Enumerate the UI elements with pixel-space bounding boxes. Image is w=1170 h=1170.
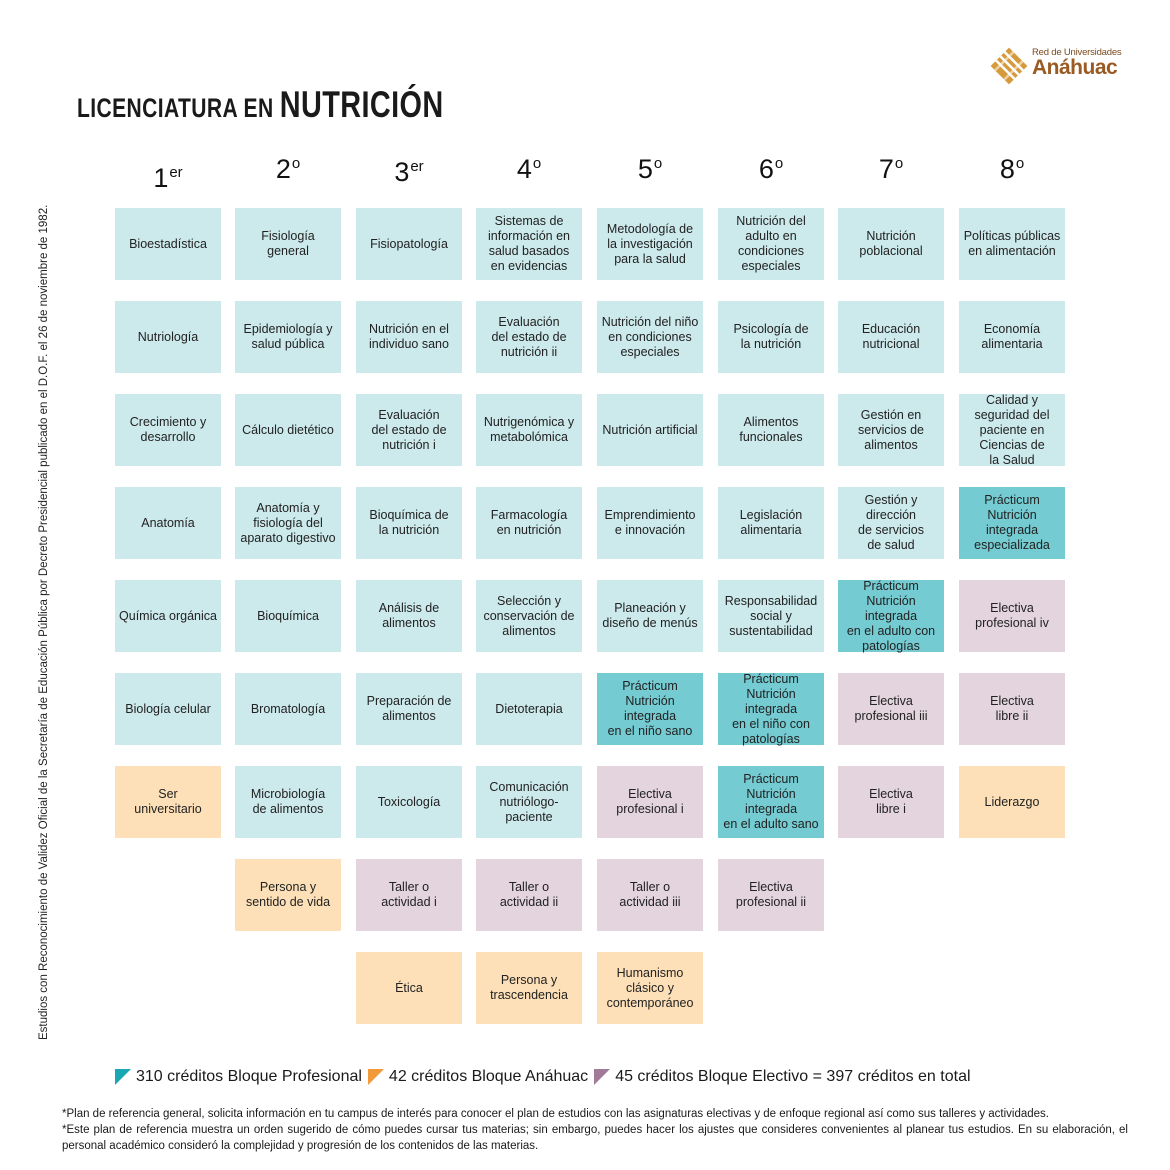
semester-header — [718, 154, 824, 185]
course-cell — [959, 766, 1065, 838]
course-name: Química orgánica — [119, 608, 217, 623]
semester-header — [235, 154, 341, 185]
course-cell — [597, 952, 703, 1024]
semester-number: 2 — [275, 154, 291, 184]
semester-header — [838, 154, 944, 185]
course-cell — [235, 301, 341, 373]
course-cell — [718, 580, 824, 652]
course-cell — [959, 580, 1065, 652]
course-name: Comunicación nutriólogo-paciente — [489, 779, 569, 824]
course-name: Alimentos funcionales — [739, 415, 803, 444]
semester-header — [597, 154, 703, 185]
course-name: Epidemiología y salud pública — [243, 322, 333, 351]
course-cell — [235, 580, 341, 652]
course-cell — [235, 208, 341, 280]
course-cell — [597, 766, 703, 838]
course-name: Análisis de alimentos — [378, 601, 440, 630]
course-name: Crecimiento y desarrollo — [129, 415, 207, 444]
course-name: Nutrigenómica y metabolómica — [483, 415, 575, 444]
anahuac-logo-icon — [990, 47, 1028, 85]
semester-header — [356, 157, 462, 188]
course-cell — [959, 394, 1065, 466]
course-name: Prácticum Nutrición integrada especializada — [974, 493, 1050, 552]
course-name: Toxicología — [377, 794, 441, 809]
course-name: Educación nutricional — [861, 322, 921, 351]
legend-profesional-label: 310 créditos Bloque Profesional — [136, 1068, 362, 1085]
course-name: Planeación y diseño de menús — [602, 601, 698, 630]
anahuac-logo — [990, 44, 1120, 88]
course-name: Electiva profesional ii — [735, 880, 807, 909]
semester-number: 6 — [758, 154, 774, 184]
rvoe-note: Estudios con Reconocimiento de Validez Oficial de la Secretaría de Educación Pública por Decreto Presidencial publicado en el D.O.F. el 26 de noviembre de 1982. — [38, 204, 50, 1040]
course-cell — [838, 208, 944, 280]
course-name: Metodología de la investigación para la salud — [606, 221, 694, 266]
course-cell — [356, 859, 462, 931]
course-cell — [838, 580, 944, 652]
course-cell — [115, 673, 221, 745]
course-name: Electiva profesional i — [616, 787, 684, 816]
semester-ordinal: er — [169, 164, 183, 181]
course-cell — [476, 580, 582, 652]
course-cell — [235, 394, 341, 466]
course-cell — [476, 208, 582, 280]
course-cell — [476, 673, 582, 745]
course-name: Farmacología en nutrición — [490, 508, 568, 537]
course-name: Persona y trascendencia — [490, 973, 568, 1002]
course-name: Nutrición del adulto en condiciones especiales — [736, 214, 806, 273]
course-name: Políticas públicas en alimentación — [963, 229, 1061, 258]
course-name: Nutrición en el individuo sano — [369, 322, 449, 351]
course-cell — [597, 673, 703, 745]
footnotes — [62, 1106, 1128, 1154]
semester-number: 1 — [153, 163, 169, 193]
credits-legend — [115, 1068, 977, 1086]
semester-ordinal: o — [774, 155, 784, 172]
semester-ordinal: o — [894, 155, 904, 172]
course-name: Prácticum Nutrición integrada en el niño con patologías — [732, 671, 810, 746]
course-name: Nutriología — [137, 329, 199, 344]
course-cell — [476, 859, 582, 931]
course-name: Taller o actividad iii — [619, 880, 681, 909]
course-cell — [718, 487, 824, 559]
course-name: Electiva profesional iv — [975, 601, 1049, 630]
legend-profesional — [115, 1068, 362, 1086]
course-name: Cálculo dietético — [242, 422, 334, 437]
course-name: Prácticum Nutrición integrada en el adulto con patologías — [846, 578, 936, 653]
course-cell — [115, 580, 221, 652]
course-name: Emprendimiento e innovación — [604, 508, 696, 537]
course-name: Nutrición artificial — [602, 422, 698, 437]
semester-number: 7 — [878, 154, 894, 184]
course-name: Biología celular — [125, 701, 211, 716]
course-name: Persona y sentido de vida — [245, 880, 331, 909]
course-name: Taller o actividad ii — [499, 880, 559, 909]
legend-electivo — [594, 1068, 970, 1086]
course-name: Selección y conservación de alimentos — [483, 593, 575, 638]
course-cell — [597, 859, 703, 931]
course-cell — [356, 766, 462, 838]
course-cell — [718, 859, 824, 931]
course-name: Electiva libre ii — [990, 694, 1034, 723]
course-name: Fisiología general — [261, 229, 315, 258]
course-cell — [115, 208, 221, 280]
course-cell — [718, 766, 824, 838]
course-cell — [959, 487, 1065, 559]
course-cell — [115, 301, 221, 373]
legend-anahuac-icon — [368, 1069, 384, 1085]
semester-header — [115, 163, 221, 194]
legend-profesional-icon — [115, 1069, 131, 1085]
course-name: Legislación alimentaria — [739, 508, 803, 537]
course-cell — [235, 859, 341, 931]
legend-anahuac-label: 42 créditos Bloque Anáhuac — [388, 1068, 589, 1085]
course-cell — [356, 301, 462, 373]
course-name: Microbiología de alimentos — [250, 787, 326, 816]
logo-network-label: Red de Universidades — [1032, 47, 1122, 58]
course-cell — [838, 301, 944, 373]
course-cell — [838, 673, 944, 745]
course-cell — [959, 301, 1065, 373]
course-name: Liderazgo — [984, 794, 1040, 809]
course-cell — [356, 394, 462, 466]
semester-ordinal: o — [1015, 155, 1025, 172]
course-cell — [597, 394, 703, 466]
course-name: Evaluación del estado de nutrición ii — [491, 314, 567, 359]
semester-ordinal: o — [653, 155, 663, 172]
course-cell — [476, 487, 582, 559]
footnote: *Este plan de referencia muestra un orden sugerido de cómo puedes cursar tus materias; sin embargo, puedes hacer los ajustes que consideres convenientes al planear tus estudios. En su elaboración, el personal académico consideró la complejidad y progresión de los contenidos de las materias. — [62, 1124, 1128, 1152]
legend-anahuac — [368, 1068, 588, 1086]
course-name: Prácticum Nutrición integrada en el adulto sano — [723, 772, 819, 831]
course-name: Gestión y dirección de servicios de salud — [858, 493, 924, 552]
course-cell — [959, 208, 1065, 280]
legend-electivo-icon — [594, 1069, 610, 1085]
course-name: Gestión en servicios de alimentos — [858, 407, 924, 452]
course-cell — [597, 208, 703, 280]
course-cell — [838, 766, 944, 838]
course-name: Responsabilidad social y sustentabilidad — [724, 593, 818, 638]
course-name: Calidad y seguridad del paciente en Ciencias de la Salud — [974, 392, 1050, 467]
course-name: Evaluación del estado de nutrición i — [371, 407, 447, 452]
course-cell — [115, 487, 221, 559]
course-cell — [838, 394, 944, 466]
course-cell — [838, 487, 944, 559]
course-cell — [115, 394, 221, 466]
course-cell — [597, 301, 703, 373]
footnote: *Plan de referencia general, solicita información en tu campus de interés para conocer el plan de estudios con las asignaturas electivas y de enfoque regional así como sus talleres y actividades. — [62, 1108, 1050, 1120]
course-cell — [476, 394, 582, 466]
course-cell — [356, 208, 462, 280]
course-name: Anatomía y fisiología del aparato digestivo — [240, 500, 336, 545]
title-prefix: LICENCIATURA EN — [77, 93, 280, 123]
course-name: Electiva profesional iii — [854, 694, 928, 723]
logo-brand-name: Anáhuac — [1032, 56, 1118, 79]
course-cell — [718, 301, 824, 373]
course-name: Bioestadística — [129, 236, 207, 251]
course-name: Prácticum Nutrición integrada en el niño sano — [607, 679, 693, 738]
course-name: Bioquímica de la nutrición — [369, 508, 449, 537]
course-name: Nutrición poblacional — [859, 229, 923, 258]
course-cell — [235, 673, 341, 745]
semester-number: 4 — [516, 154, 532, 184]
course-name: Sistemas de información en salud basados en evidencias — [488, 214, 570, 273]
title-program: NUTRICIÓN — [279, 84, 444, 125]
course-name: Ética — [395, 980, 423, 995]
course-cell — [597, 580, 703, 652]
course-cell — [718, 673, 824, 745]
course-cell — [235, 487, 341, 559]
course-name: Nutrición del niño en condiciones especiales — [601, 314, 699, 359]
course-name: Anatomía — [141, 515, 195, 530]
course-cell — [356, 487, 462, 559]
semester-ordinal: o — [291, 155, 301, 172]
course-name: Taller o actividad i — [381, 880, 437, 909]
course-cell — [356, 673, 462, 745]
course-name: Fisiopatología — [370, 236, 448, 251]
course-cell — [718, 208, 824, 280]
semester-header — [959, 154, 1065, 185]
semester-header — [476, 154, 582, 185]
course-cell — [115, 766, 221, 838]
course-cell — [718, 394, 824, 466]
course-name: Economía alimentaria — [981, 322, 1043, 351]
semester-number: 5 — [637, 154, 653, 184]
course-name: Dietoterapia — [495, 701, 563, 716]
course-name: Bioquímica — [257, 608, 319, 623]
course-cell — [356, 580, 462, 652]
semester-ordinal: o — [532, 155, 542, 172]
course-name: Electiva libre i — [869, 787, 913, 816]
semester-number: 8 — [999, 154, 1015, 184]
course-cell — [235, 766, 341, 838]
course-name: Psicología de la nutrición — [733, 322, 809, 351]
course-name: Humanismo clásico y contemporáneo — [606, 965, 694, 1010]
page-title — [77, 84, 444, 126]
course-cell — [597, 487, 703, 559]
course-cell — [476, 301, 582, 373]
course-name: Bromatología — [250, 701, 326, 716]
course-name: Preparación de alimentos — [366, 694, 452, 723]
course-name: Ser universitario — [134, 787, 202, 816]
semester-number: 3 — [394, 157, 410, 187]
course-cell — [959, 673, 1065, 745]
course-cell — [476, 952, 582, 1024]
course-cell — [476, 766, 582, 838]
semester-ordinal: er — [410, 158, 424, 175]
course-cell — [356, 952, 462, 1024]
legend-electivo-label: 45 créditos Bloque Electivo = 397 créditos en total — [615, 1068, 971, 1085]
